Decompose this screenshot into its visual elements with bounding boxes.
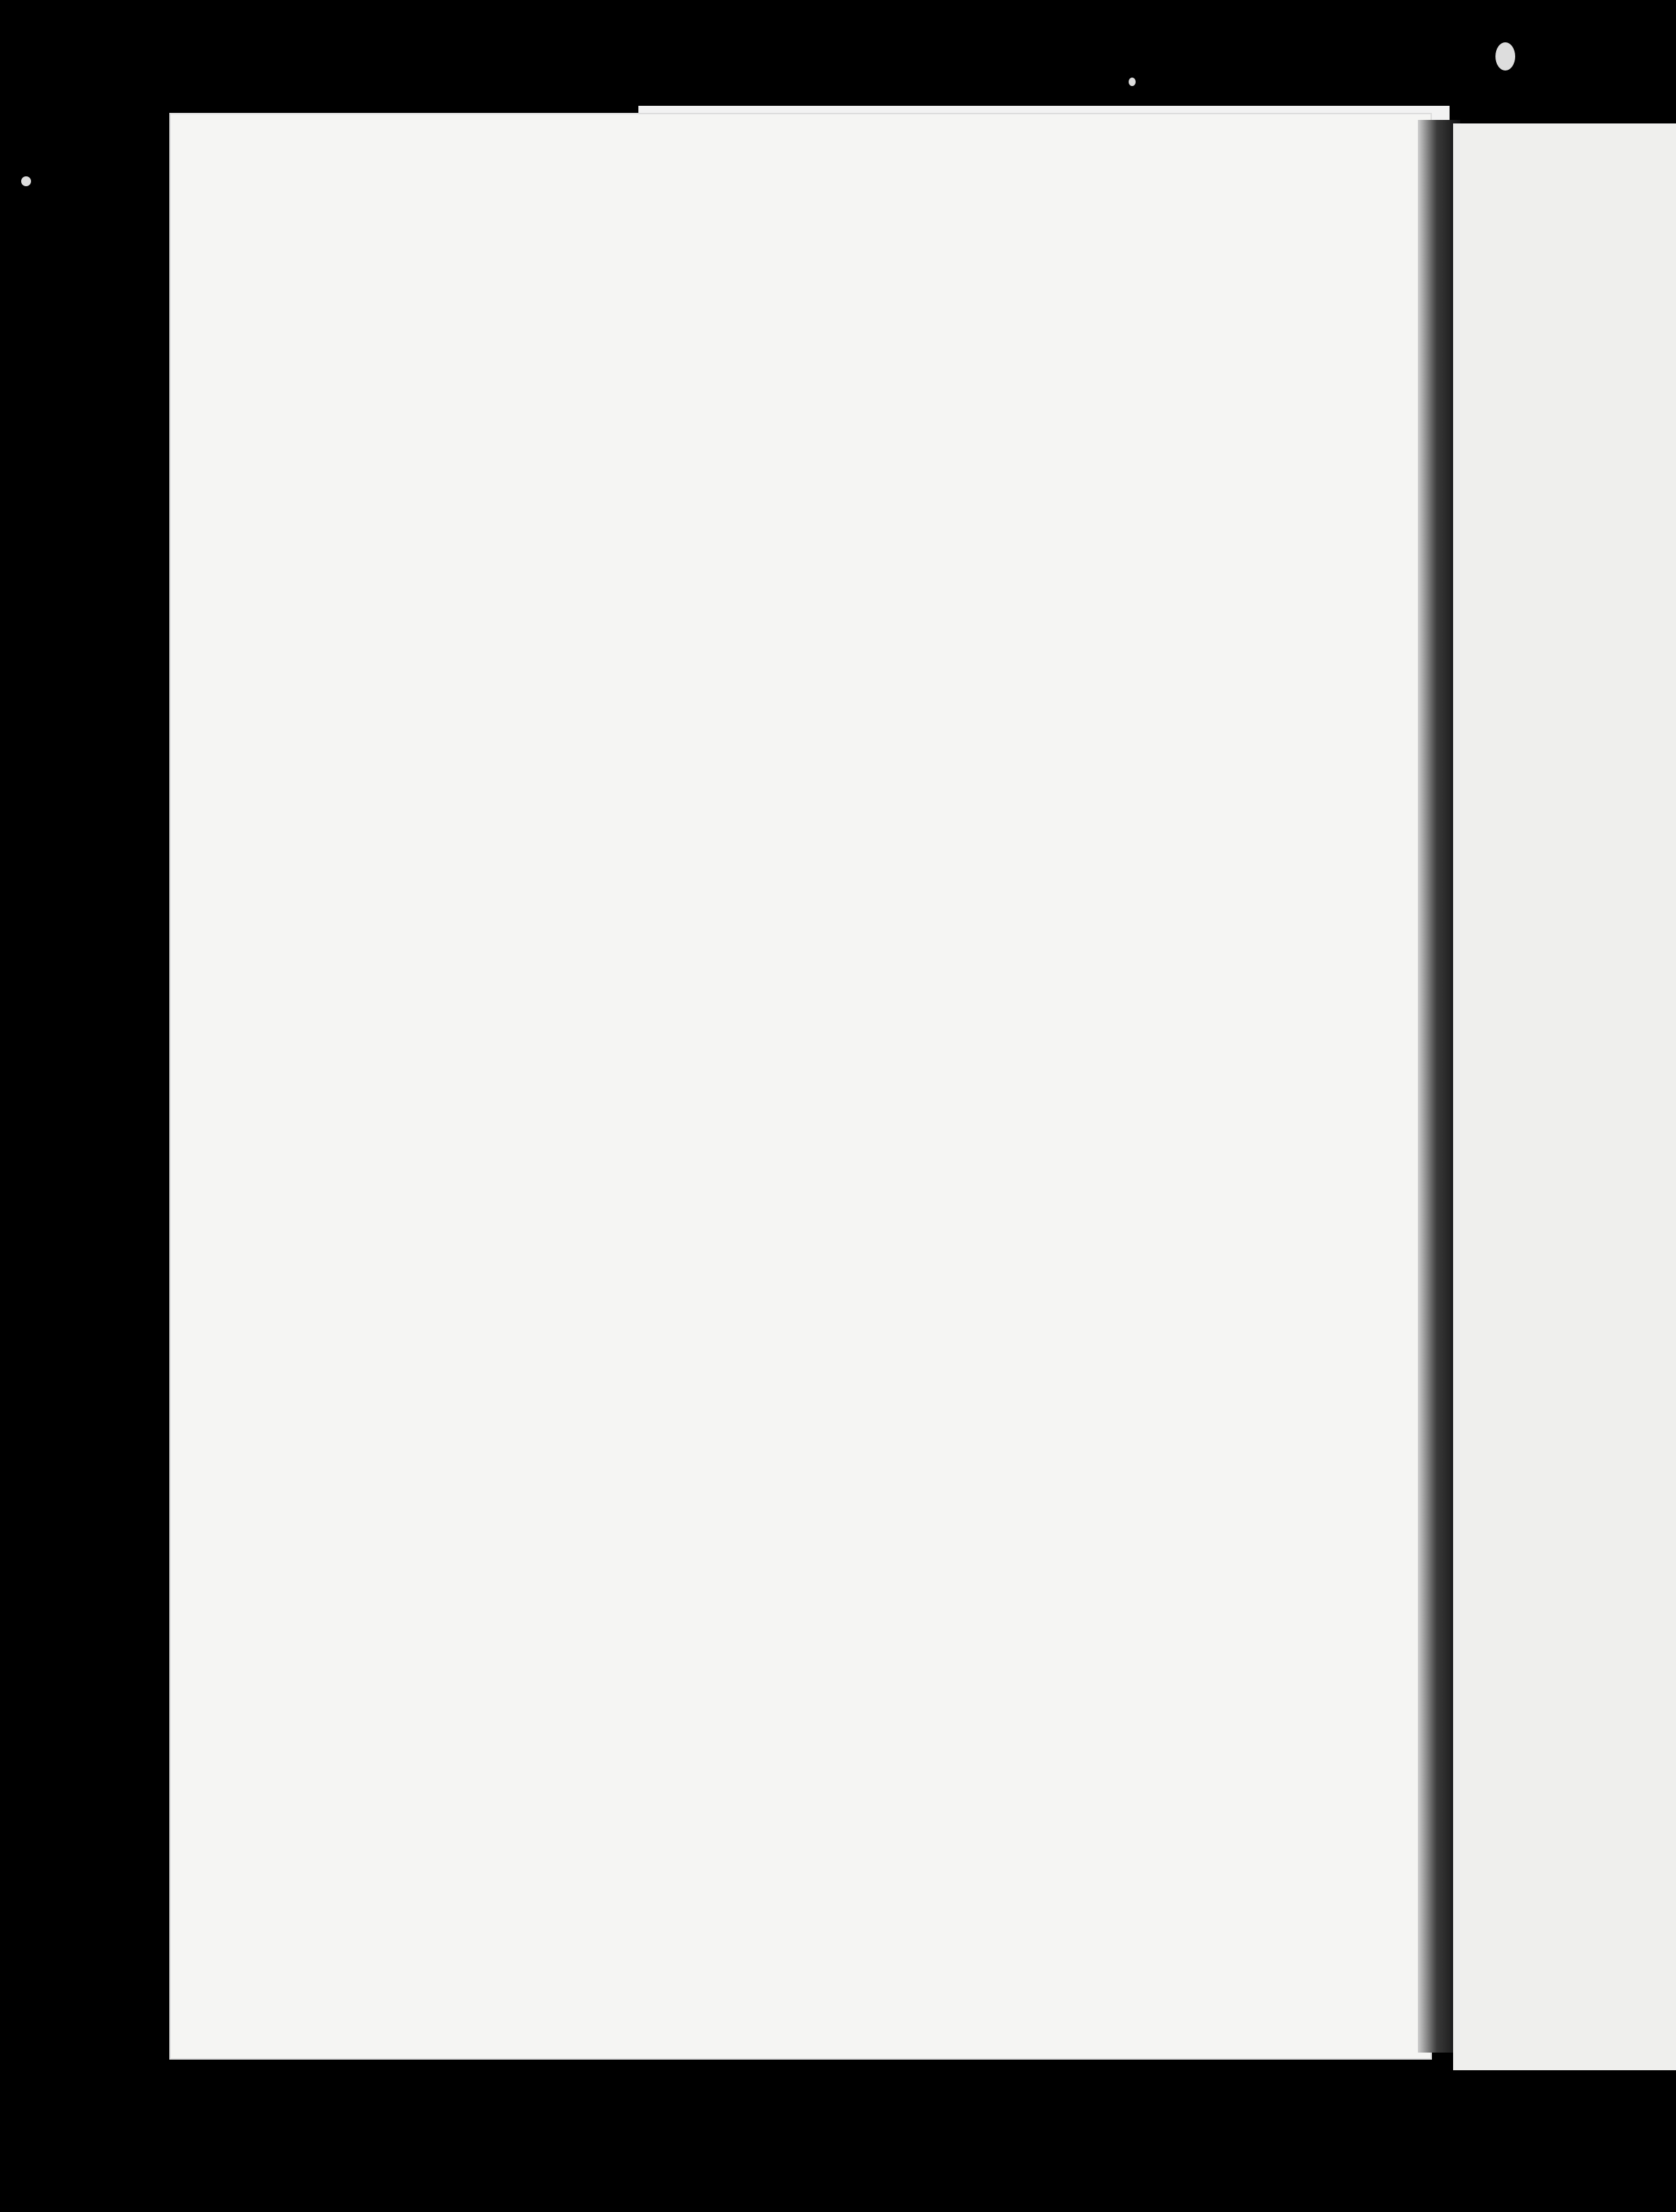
text-column bbox=[395, 401, 1319, 419]
specks bbox=[1129, 78, 1136, 86]
specks bbox=[1495, 42, 1515, 71]
specks bbox=[21, 176, 31, 186]
facing-page bbox=[1453, 123, 1676, 2070]
